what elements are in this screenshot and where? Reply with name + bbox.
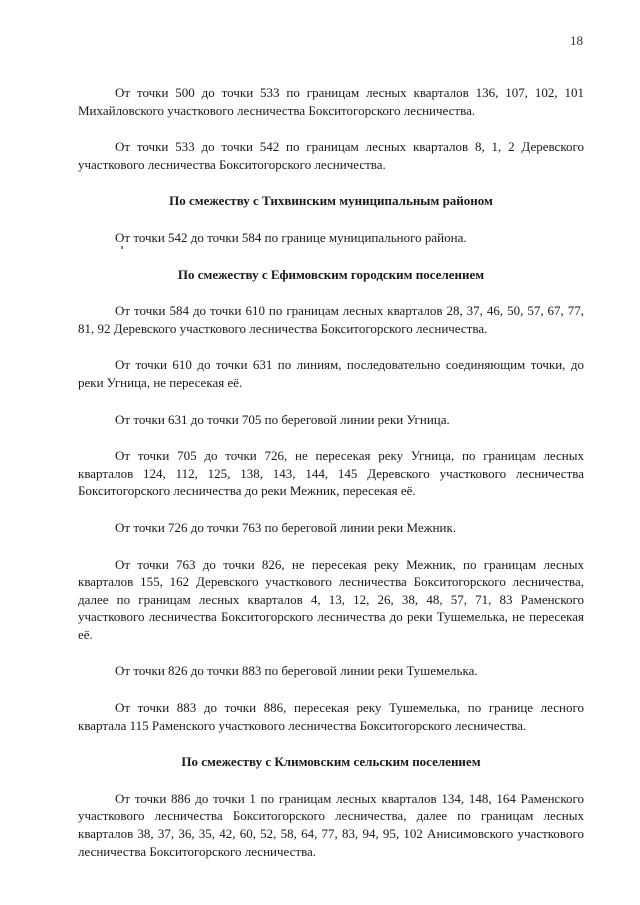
- paragraph-11: От точки 883 до точки 886, пересекая реку Тушемелька, по границе лесного квартала 115 Раменского участкового лесничества Бокситогорского лесничества.: [78, 700, 584, 733]
- paragraph-2: От точки 533 до точки 542 по границам лесных кварталов 8, 1, 2 Деревского участкового лесничества Бокситогорского лесничества.: [78, 139, 584, 172]
- paragraph-8: От точки 726 до точки 763 по береговой линии реки Межник.: [115, 519, 457, 535]
- page-number: 18: [570, 33, 583, 48]
- paragraph-5: От точки 610 до точки 631 по линиям, последовательно соединяющим точки, до реки Угница, не пересекая её.: [78, 357, 584, 390]
- paragraph-12: От точки 886 до точки 1 по границам лесных кварталов 134, 148, 164 Раменского участкового лесничества Бокситогорского лесничества, далее по границам лесных кварталов 38, 37, 36, 35, 42, 60, 52, 58, 64, 77, 83, 94, 95, 102 Анисимовского участкового лесничества Бокситогорского лесничества.: [78, 790, 584, 859]
- paragraph-6: От точки 631 до точки 705 по береговой линии реки Угница.: [115, 411, 450, 427]
- paragraph-4: От точки 584 до точки 610 по границам лесных кварталов 28, 37, 46, 50, 57, 67, 77, 81, 92 Деревского участкового лесничества Бокситогорского лесничества.: [78, 303, 584, 336]
- section-heading-klimovskoe: По смежеству с Климовским сельским поселением: [181, 754, 481, 770]
- section-heading-tikhvin: По смежеству с Тихвинским муниципальным районом: [169, 193, 493, 209]
- paragraph-7: От точки 705 до точки 726, не пересекая реку Угница, по границам лесных кварталов 124, 112, 125, 138, 143, 144, 145 Деревского участкового лесничества Бокситогорского лесничества до реки Межник, пересекая её.: [78, 448, 584, 499]
- paragraph-3: От точки 542 до точки 584 по границе муниципального района.: [115, 229, 467, 245]
- paragraph-10: От точки 826 до точки 883 по береговой линии реки Тушемелька.: [115, 663, 478, 679]
- paragraph-9: От точки 763 до точки 826, не пересекая реку Межник, по границам лесных кварталов 155, 162 Деревского участкового лесничества Бокситогорского лесничества, далее по границам лесных кварталов 4, 13, 12, 26, 38, 48, 57, 71, 83 Раменского участкового лесничества Бокситогорского лесничества до реки Тушемелька, не пересекая её.: [78, 556, 584, 642]
- paragraph-1: От точки 500 до точки 533 по границам лесных кварталов 136, 107, 102, 101 Михайловского участкового лесничества Бокситогорского лесничества.: [78, 85, 584, 118]
- document-body: [78, 84, 584, 860]
- section-heading-efimovsky: По смежеству с Ефимовским городским поселением: [177, 266, 485, 282]
